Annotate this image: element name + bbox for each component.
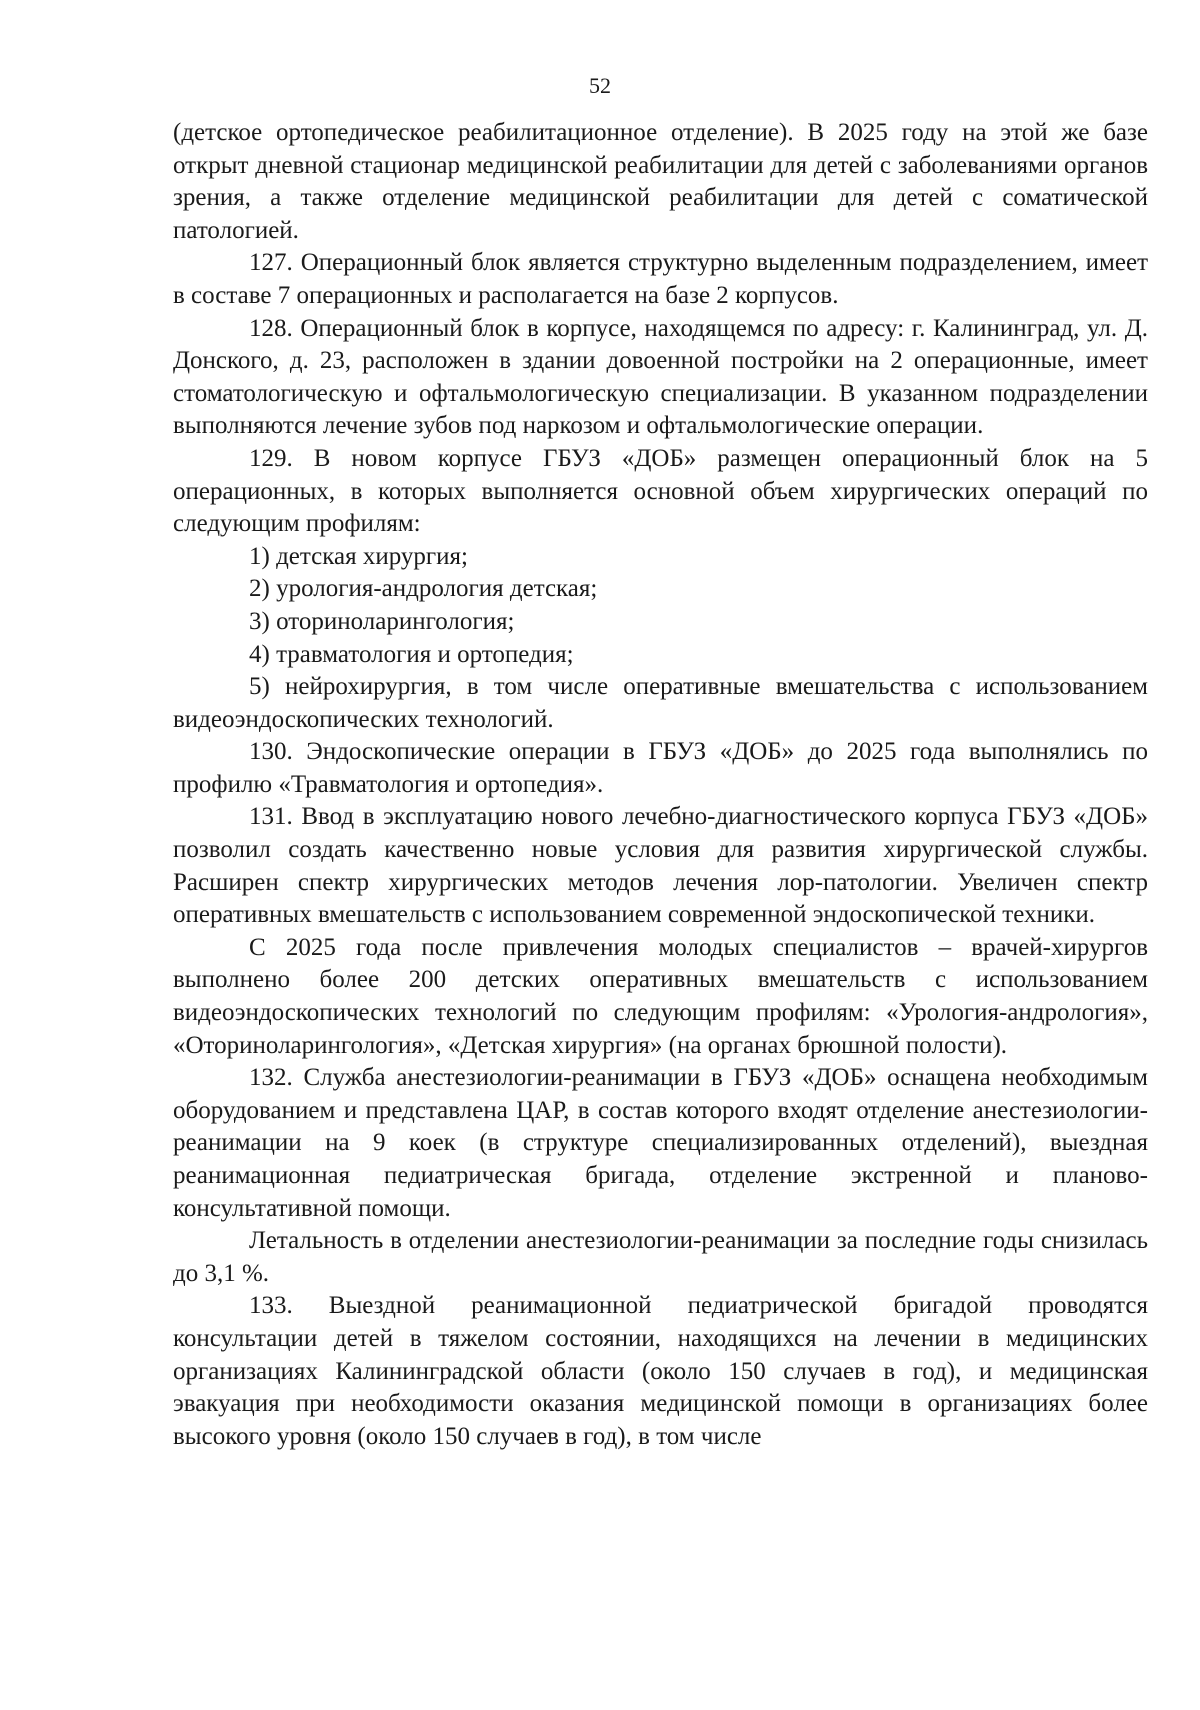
page-number: 52: [589, 73, 611, 98]
list-item-traumatology: 4) травматология и ортопедия;: [249, 640, 574, 668]
list-item-otorhinolaryngology: 3) оториноларингология;: [249, 607, 515, 635]
paragraph-since-2025: С 2025 года после привлечения молодых специалистов – врачей-хирургов выполнено более 200 детских оперативных вмешательств с использованием видеоэндоскопических технологий по следующим профилям: «Урология-андрология», «Оториноларингология», «Детская хирургия» (на органах брюшной полости).: [173, 933, 1148, 1059]
list-item-urology-andrology: 2) урология-андрология детская;: [249, 575, 598, 603]
paragraph-133: 133. Выездной реанимационной педиатрической бригадой проводятся консультации детей в тяжелом состоянии, находящихся на лечении в медицинских организациях Калининградской области (около 150 случаев в год), и медицинская эвакуация при необходимости оказания медицинской помощи в организациях более высокого уровня (около 150 случаев в год), в том числе: [173, 1292, 1148, 1450]
paragraph-continuation: (детское ортопедическое реабилитационное отделение). В 2025 году на этой же базе открыт дневной стационар медицинской реабилитации для детей с заболеваниями органов зрения, а также отделение медицинской реабилитации для детей с соматической патологией.: [173, 119, 1148, 244]
paragraph-129: 129. В новом корпусе ГБУЗ «ДОБ» размещен операционный блок на 5 операционных, в которых выполняется основной объем хирургических операций по следующим профилям:: [173, 444, 1148, 538]
paragraph-131: 131. Ввод в эксплуатацию нового лечебно-диагностического корпуса ГБУЗ «ДОБ» позволил создать качественно новые условия для развития хирургической службы. Расширен спектр хирургических методов лечения лор-патологии. Увеличен спектр оперативных вмешательств с использованием современной эндоскопической техники.: [173, 803, 1148, 929]
paragraph-128: 128. Операционный блок в корпусе, находящемся по адресу: г. Калининград, ул. Д. Донского, д. 23, расположен в здании довоенной постройки на 2 операционные, имеет стоматологическую и офтальмологическую специализации. В указанном подразделении выполняются лечение зубов под наркозом и офтальмологические операции.: [173, 314, 1148, 440]
list-item-pediatric-surgery: 1) детская хирургия;: [249, 542, 468, 570]
paragraph-mortality: Летальность в отделении анестезиологии-реанимации за последние годы снизилась до 3,1 %.: [173, 1227, 1148, 1287]
list-item-neurosurgery: 5) нейрохирургия, в том числе оперативные вмешательства с использованием видеоэндоскопических технологий.: [173, 673, 1148, 733]
document-body: [173, 117, 1148, 1453]
paragraph-130: 130. Эндоскопические операции в ГБУЗ «ДОБ» до 2025 года выполнялись по профилю «Травматология и ортопедия».: [173, 738, 1148, 798]
paragraph-132: 132. Служба анестезиологии-реанимации в ГБУЗ «ДОБ» оснащена необходимым оборудованием и представлена ЦАР, в состав которого входят отделение анестезиологии-реанимации на 9 коек (в структуре специализированных отделений), выездная реанимационная педиатрическая бригада, отделение экстренной и планово-консультативной помощи.: [173, 1064, 1148, 1222]
paragraph-127: 127. Операционный блок является структурно выделенным подразделением, имеет в составе 7 операционных и располагается на базе 2 корпусов.: [173, 249, 1148, 309]
